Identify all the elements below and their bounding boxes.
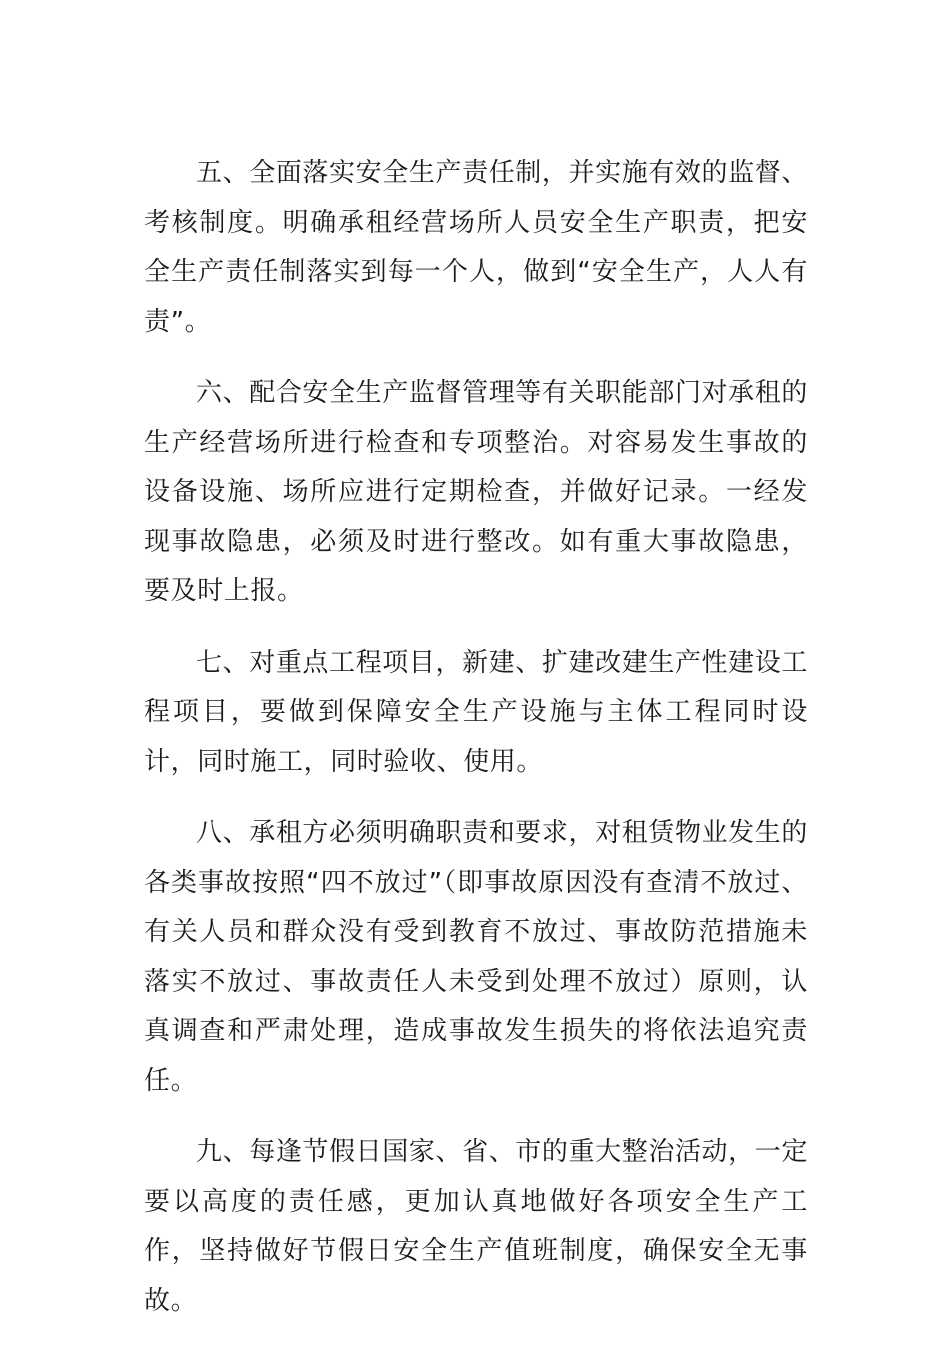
paragraph-7: 七、对重点工程项目，新建、扩建改建生产性建设工程项目，要做到保障安全生产设施与主体工程同时设计，同时施工，同时验收、使用。 [144,647,808,777]
paragraph-8: 八、承租方必须明确职责和要求，对租赁物业发生的各类事故按照“四不放过”（即事故原因没有查清不放过、有关人员和群众没有受到教育不放过、事故防范措施未落实不放过、事故责任人未受到处理不放过）原则，认真调查和严肃处理，造成事故发生损失的将依法追究责任。 [144,818,808,1096]
paragraph-5: 五、全面落实安全生产责任制，并实施有效的监督、考核制度。明确承租经营场所人员安全生产职责，把安全生产责任制落实到每一个人，做到“安全生产，人人有责”。 [144,158,808,337]
paragraph-9: 九、每逢节假日国家、省、市的重大整治活动，一定要以高度的责任感，更加认真地做好各项安全生产工作，坚持做好节假日安全生产值班制度，确保安全无事故。 [144,1137,808,1316]
paragraph-6: 六、配合安全生产监督管理等有关职能部门对承租的生产经营场所进行检查和专项整治。对容易发生事故的设备设施、场所应进行定期检查，并做好记录。一经发现事故隐患，必须及时进行整改。如有重大事故隐患，要及时上报。 [144,378,808,606]
document-body [144,149,808,1348]
